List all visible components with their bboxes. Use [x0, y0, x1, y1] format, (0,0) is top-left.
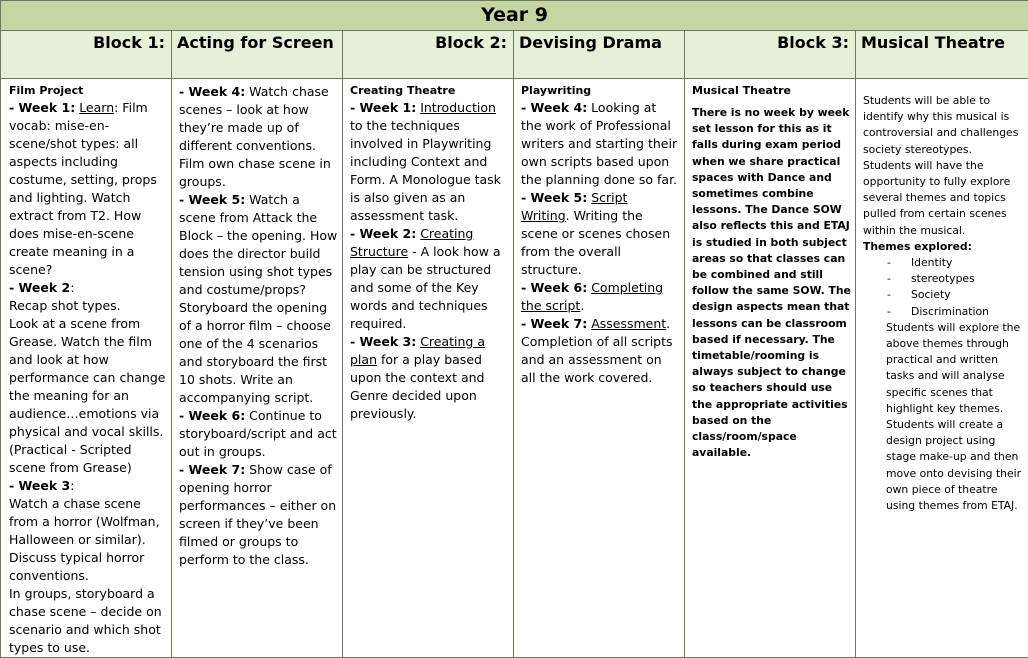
- block-3-name: Musical Theatre: [856, 31, 1028, 79]
- week-6-entry: - Week 6: Completing the script.: [521, 279, 680, 315]
- playwriting-heading: Playwriting: [521, 83, 680, 99]
- theme-item: - stereotypes: [887, 271, 1023, 287]
- week-4-entry: - Week 4: Looking at the work of Professional writers and starting their own scripts based upon the planning done so far.: [521, 99, 680, 189]
- block-2-label: Block 2:: [343, 31, 514, 79]
- musical-outro: Students will explore the above themes through practical and written tasks and will analyse specific scenes that highlight key themes. Students will create a design project using stage make-up and then move onto devising their own piece of theatre using themes from ETAJ.: [863, 320, 1023, 514]
- week-3-entry: - Week 3:: [9, 477, 167, 495]
- theme-item: - Society: [887, 287, 1023, 303]
- themes-heading: Themes explored:: [863, 239, 1023, 255]
- block-1-name: Acting for Screen: [172, 31, 343, 79]
- week-6-entry: - Week 6: Continue to storyboard/script and act out in groups.: [179, 407, 338, 461]
- block-2-cell-a: [343, 79, 514, 658]
- week-3-line-2: In groups, storyboard a chase scene – decide on scenario and which shot types to use.: [9, 585, 167, 657]
- block-2-cell-b: [514, 79, 685, 658]
- block-1-label: Block 1:: [1, 31, 172, 79]
- week-5-entry: - Week 5: Watch a scene from Attack the Block – the opening. How does the director build tension using shot types and costume/props? Storyboard the opening of a horror film – choose one of the 4 scenarios and storyboard the first 10 shots. Write an accompanying script.: [179, 191, 338, 407]
- creating-theatre-heading: Creating Theatre: [350, 83, 509, 99]
- week-2-entry: - Week 2:: [9, 279, 167, 297]
- week-2-line-2: Look at a scene from Grease. Watch the film and look at how performance can change the meaning for an audience…emotions via physical and vocal skills. (Practical - Scripted scene from Grease): [9, 315, 167, 477]
- themes-list: [863, 255, 1023, 320]
- block-1-cell-b: [172, 79, 343, 658]
- film-project-heading: Film Project: [9, 83, 167, 99]
- week-7-entry: - Week 7: Show case of opening horror performances – either on screen if they’ve been filmed or groups to perform to the class.: [179, 461, 338, 569]
- week-3-entry: - Week 3: Creating a plan for a play based upon the context and Genre decided upon previously.: [350, 333, 509, 423]
- page-title: Year 9: [1, 1, 1028, 31]
- week-1-entry: - Week 1: Introduction to the techniques involved in Playwriting including Context and Form. A Monologue task is also given as an assessment task.: [350, 99, 509, 225]
- week-5-entry: - Week 5: Script Writing. Writing the scene or scenes chosen from the overall structure.: [521, 189, 680, 279]
- musical-theatre-heading: Musical Theatre: [692, 83, 851, 99]
- theme-item: - Identity: [887, 255, 1023, 271]
- block-3-label: Block 3:: [685, 31, 856, 79]
- week-7-entry: - Week 7: Assessment. Completion of all scripts and an assessment on all the work covered.: [521, 315, 680, 387]
- block-1-cell-a: [1, 79, 172, 658]
- week-2-entry: - Week 2: Creating Structure - A look how a play can be structured and some of the Key words and techniques required.: [350, 225, 509, 333]
- musical-intro: Students will be able to identify why this musical is controversial and challenges society stereotypes. Students will have the opportunity to fully explore several themes and topics pulled from certain scenes within the musical.: [863, 93, 1023, 239]
- week-1-entry: - Week 1: Learn: Film vocab: mise-en-scene/shot types: all aspects including costume, setting, props and lighting. Watch extract from T2. How does mise-en-scene create meaning in a scene?: [9, 99, 167, 279]
- block-3-cell-b: [856, 79, 1028, 658]
- week-2-line-1: Recap shot types.: [9, 297, 167, 315]
- week-4-entry: - Week 4: Watch chase scenes – look at how they’re made up of different conventions. Film own chase scene in groups.: [179, 83, 338, 191]
- theme-item: - Discrimination: [887, 304, 1023, 320]
- musical-theatre-note: There is no week by week set lesson for this as it falls during exam period when we share practical spaces with Dance and sometimes combine lessons. The Dance SOW also reflects this and ETAJ is studied in both subject areas so that classes can be combined and still follow the same SOW. The design aspects mean that lessons can be classroom based if necessary. The timetable/rooming is always subject to change so teachers should use the appropriate activities based on the class/room/space available.: [692, 105, 851, 461]
- week-3-line-1: Watch a chase scene from a horror (Wolfman, Halloween or similar). Discuss typical horror conventions.: [9, 495, 167, 585]
- block-3-cell-a: [685, 79, 856, 658]
- block-2-name: Devising Drama: [514, 31, 685, 79]
